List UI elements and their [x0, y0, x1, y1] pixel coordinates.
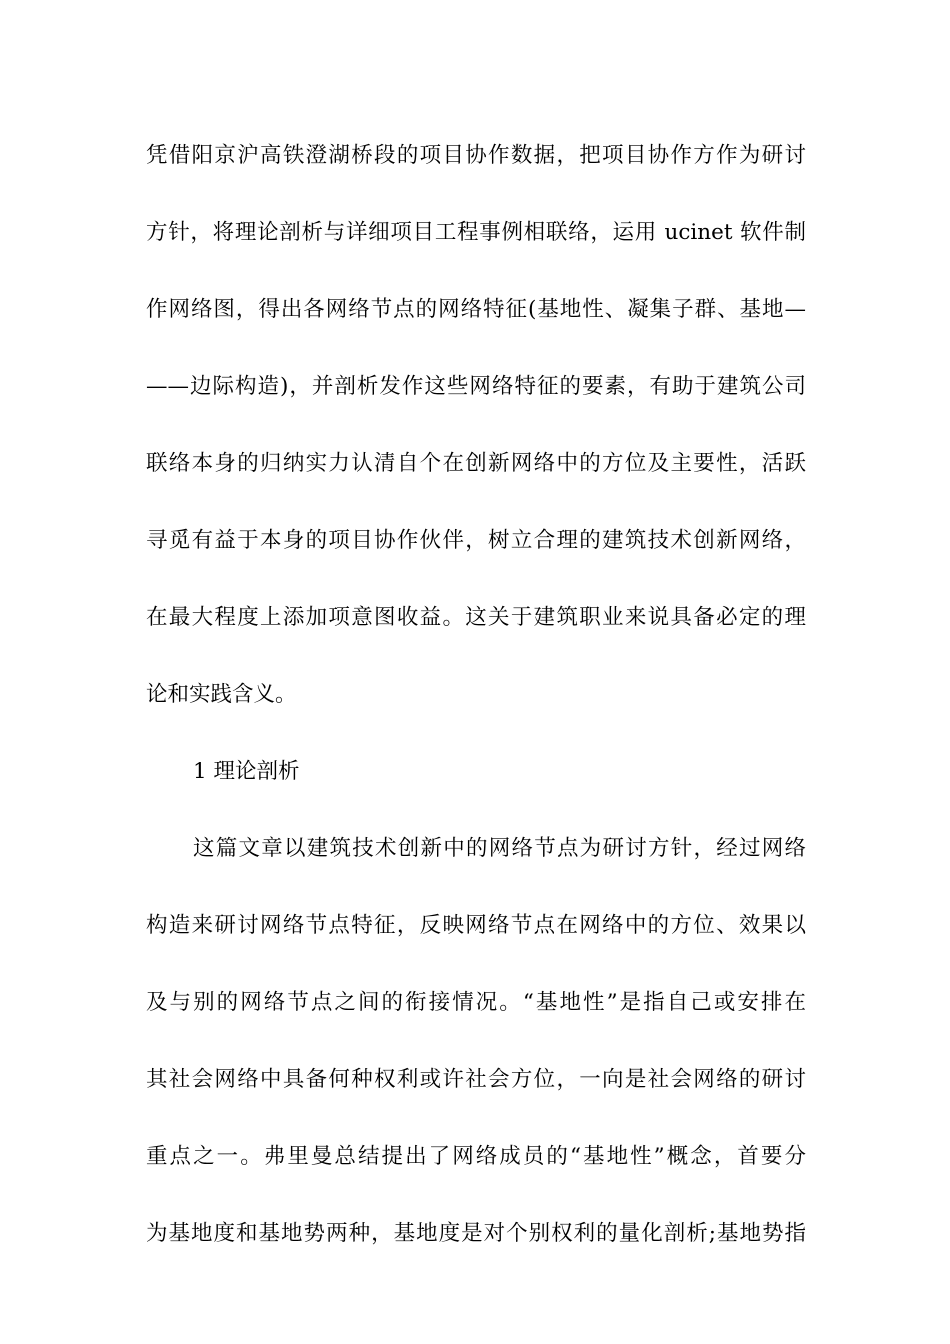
paragraph-line: 作网络图，得出各网络节点的网络特征(基地性、凝集子群、基地—: [146, 297, 806, 322]
paragraph-line: 论和实践含义。: [146, 682, 297, 707]
section-heading: 1 理论剖析: [193, 759, 300, 784]
paragraph-line: 及与别的网络节点之间的衔接情况。“基地性”是指自己或安排在: [146, 990, 806, 1015]
paragraph-line: 凭借阳京沪高铁澄湖桥段的项目协作数据，把项目协作方作为研讨: [146, 143, 806, 168]
paragraph-line: 为基地度和基地势两种，基地度是对个别权利的量化剖析;基地势指: [146, 1221, 806, 1246]
paragraph-line: 联络本身的归纳实力认清自个在创新网络中的方位及主要性，活跃: [146, 451, 806, 476]
paragraph-line: 其社会网络中具备何种权利或许社会方位，一向是社会网络的研讨: [146, 1067, 806, 1092]
section-heading-block: [146, 733, 806, 810]
paragraph-line: 重点之一。弗里曼总结提出了网络成员的“基地性”概念，首要分: [146, 1144, 806, 1169]
paragraph-line: 这篇文章以建筑技术创新中的网络节点为研讨方针，经过网络: [193, 836, 806, 861]
intro-paragraph: [146, 117, 806, 733]
paragraph-line: 在最大程度上添加项意图收益。这关于建筑职业来说具备必定的理: [146, 605, 806, 630]
paragraph-line: 寻觅有益于本身的项目协作伙伴，树立合理的建筑技术创新网络，: [146, 528, 806, 553]
paragraph-line: 方针，将理论剖析与详细项目工程事例相联络，运用 ucinet 软件制: [146, 220, 806, 245]
paragraph-line: 构造来研讨网络节点特征，反映网络节点在网络中的方位、效果以: [146, 913, 806, 938]
theory-paragraph: [146, 810, 806, 1272]
paragraph-line: ——边际构造)，并剖析发作这些网络特征的要素，有助于建筑公司: [146, 374, 806, 399]
